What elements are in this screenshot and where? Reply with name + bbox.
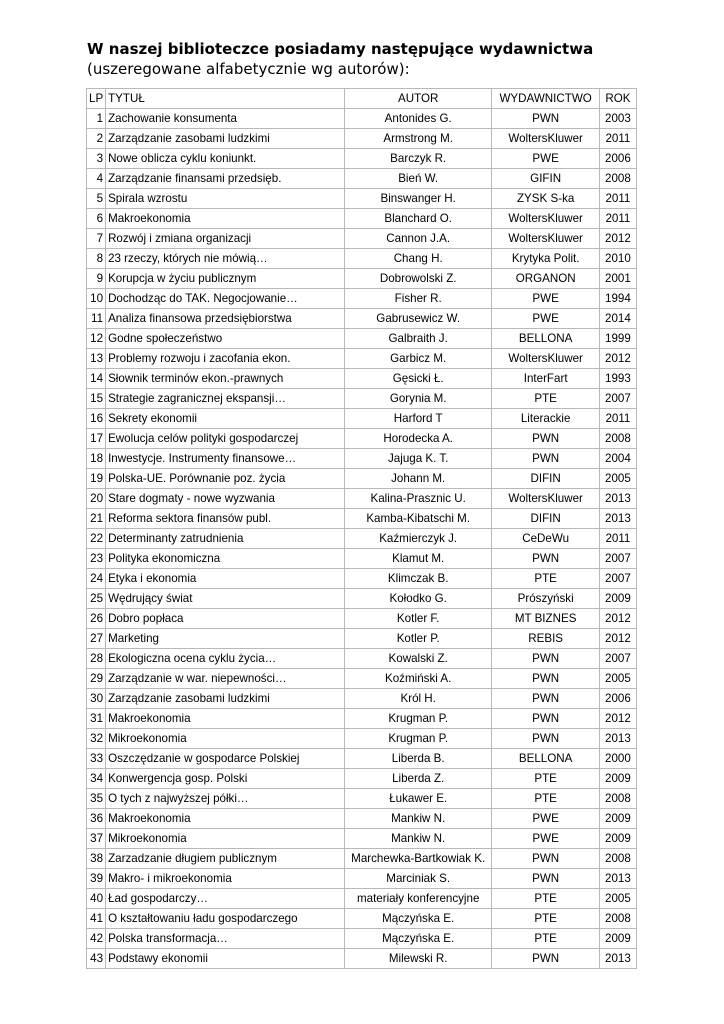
table-row <box>87 349 637 369</box>
cell-title: Godne społeczeństwo <box>106 329 345 349</box>
cell-year: 2012 <box>599 229 636 249</box>
cell-lp: 35 <box>87 789 106 809</box>
cell-year: 2012 <box>599 709 636 729</box>
table-row <box>87 609 637 629</box>
cell-year: 1994 <box>599 289 636 309</box>
cell-lp: 31 <box>87 709 106 729</box>
cell-publisher: PWE <box>492 829 599 849</box>
table-row <box>87 409 637 429</box>
cell-author: Fisher R. <box>344 289 492 309</box>
cell-title: Inwestycje. Instrumenty finansowe… <box>106 449 345 469</box>
cell-publisher: PWE <box>492 149 599 169</box>
cell-author: Armstrong M. <box>344 129 492 149</box>
cell-lp: 18 <box>87 449 106 469</box>
header-author: AUTOR <box>344 89 492 109</box>
table-row <box>87 269 637 289</box>
cell-year: 2008 <box>599 789 636 809</box>
table-row <box>87 849 637 869</box>
table-row <box>87 289 637 309</box>
cell-title: Polska transformacja… <box>106 929 345 949</box>
cell-author: Mączyńska E. <box>344 909 492 929</box>
cell-author: Kamba-Kibatschi M. <box>344 509 492 529</box>
cell-publisher: WoltersKluwer <box>492 129 599 149</box>
table-row <box>87 729 637 749</box>
cell-year: 2004 <box>599 449 636 469</box>
table-row <box>87 489 637 509</box>
cell-publisher: PWE <box>492 809 599 829</box>
cell-year: 2011 <box>599 409 636 429</box>
cell-publisher: PWN <box>492 709 599 729</box>
cell-author: Barczyk R. <box>344 149 492 169</box>
table-row <box>87 369 637 389</box>
cell-title: Ewolucja celów polityki gospodarczej <box>106 429 345 449</box>
cell-year: 2007 <box>599 649 636 669</box>
table-row <box>87 169 637 189</box>
cell-author: Blanchard O. <box>344 209 492 229</box>
cell-publisher: PTE <box>492 889 599 909</box>
cell-author: materiały konferencyjne <box>344 889 492 909</box>
cell-lp: 15 <box>87 389 106 409</box>
cell-publisher: WoltersKluwer <box>492 209 599 229</box>
cell-publisher: ORGANON <box>492 269 599 289</box>
table-row <box>87 569 637 589</box>
cell-publisher: WoltersKluwer <box>492 349 599 369</box>
cell-year: 2009 <box>599 589 636 609</box>
cell-lp: 28 <box>87 649 106 669</box>
cell-author: Klimczak B. <box>344 569 492 589</box>
table-row <box>87 469 637 489</box>
cell-author: Marciniak S. <box>344 869 492 889</box>
table-row <box>87 749 637 769</box>
table-row <box>87 889 637 909</box>
cell-year: 2011 <box>599 529 636 549</box>
table-row <box>87 129 637 149</box>
cell-lp: 19 <box>87 469 106 489</box>
cell-year: 2011 <box>599 129 636 149</box>
cell-publisher: PWN <box>492 109 599 129</box>
table-row <box>87 829 637 849</box>
cell-title: Zarządzanie zasobami ludzkimi <box>106 689 345 709</box>
cell-title: Nowe oblicza cyklu koniunkt. <box>106 149 345 169</box>
cell-author: Mankiw N. <box>344 829 492 849</box>
table-row <box>87 649 637 669</box>
cell-year: 2012 <box>599 629 636 649</box>
books-table <box>86 88 637 969</box>
cell-year: 2009 <box>599 829 636 849</box>
cell-lp: 7 <box>87 229 106 249</box>
cell-year: 2008 <box>599 169 636 189</box>
cell-lp: 36 <box>87 809 106 829</box>
cell-publisher: PTE <box>492 929 599 949</box>
cell-lp: 8 <box>87 249 106 269</box>
cell-title: Dochodząc do TAK. Negocjowanie… <box>106 289 345 309</box>
cell-year: 2003 <box>599 109 636 129</box>
cell-title: Wędrujący świat <box>106 589 345 609</box>
cell-author: Garbicz M. <box>344 349 492 369</box>
cell-author: Kotler P. <box>344 629 492 649</box>
cell-year: 2013 <box>599 869 636 889</box>
cell-author: Horodecka A. <box>344 429 492 449</box>
cell-lp: 29 <box>87 669 106 689</box>
table-row <box>87 249 637 269</box>
cell-publisher: ZYSK S-ka <box>492 189 599 209</box>
cell-publisher: PWE <box>492 289 599 309</box>
cell-year: 2013 <box>599 509 636 529</box>
cell-author: Liberda Z. <box>344 769 492 789</box>
cell-author: Binswanger H. <box>344 189 492 209</box>
cell-publisher: PTE <box>492 769 599 789</box>
cell-publisher: Literackie <box>492 409 599 429</box>
cell-year: 2013 <box>599 949 636 969</box>
cell-publisher: BELLONA <box>492 329 599 349</box>
cell-author: Kaźmierczyk J. <box>344 529 492 549</box>
cell-publisher: DIFIN <box>492 509 599 529</box>
table-row <box>87 689 637 709</box>
table-row <box>87 589 637 609</box>
cell-publisher: BELLONA <box>492 749 599 769</box>
table-row <box>87 549 637 569</box>
cell-author: Kotler F. <box>344 609 492 629</box>
cell-author: Gorynia M. <box>344 389 492 409</box>
cell-lp: 34 <box>87 769 106 789</box>
cell-title: Strategie zagranicznej ekspansji… <box>106 389 345 409</box>
cell-year: 2005 <box>599 469 636 489</box>
cell-publisher: PWN <box>492 729 599 749</box>
table-body <box>87 109 637 969</box>
cell-author: Jajuga K. T. <box>344 449 492 469</box>
cell-lp: 26 <box>87 609 106 629</box>
cell-title: Polska-UE. Porównanie poz. życia <box>106 469 345 489</box>
cell-title: Determinanty zatrudnienia <box>106 529 345 549</box>
cell-lp: 24 <box>87 569 106 589</box>
table-row <box>87 769 637 789</box>
table-row <box>87 329 637 349</box>
cell-lp: 13 <box>87 349 106 369</box>
cell-author: Chang H. <box>344 249 492 269</box>
cell-lp: 5 <box>87 189 106 209</box>
table-row <box>87 529 637 549</box>
cell-publisher: PTE <box>492 389 599 409</box>
cell-publisher: PWN <box>492 869 599 889</box>
cell-title: Spirala wzrostu <box>106 189 345 209</box>
cell-lp: 43 <box>87 949 106 969</box>
cell-title: Konwergencja gosp. Polski <box>106 769 345 789</box>
table-row <box>87 149 637 169</box>
table-row <box>87 809 637 829</box>
page-subtitle: (uszeregowane alfabetycznie wg autorów): <box>87 60 410 78</box>
cell-lp: 6 <box>87 209 106 229</box>
cell-title: O tych z najwyższej półki… <box>106 789 345 809</box>
cell-title: Reforma sektora finansów publ. <box>106 509 345 529</box>
cell-author: Krugman P. <box>344 709 492 729</box>
cell-title: Problemy rozwoju i zacofania ekon. <box>106 349 345 369</box>
cell-title: Zarządzanie finansami przedsięb. <box>106 169 345 189</box>
cell-publisher: PTE <box>492 909 599 929</box>
cell-title: Mikroekonomia <box>106 729 345 749</box>
cell-lp: 33 <box>87 749 106 769</box>
cell-publisher: CeDeWu <box>492 529 599 549</box>
cell-publisher: REBIS <box>492 629 599 649</box>
cell-year: 2012 <box>599 349 636 369</box>
table-row <box>87 429 637 449</box>
cell-publisher: InterFart <box>492 369 599 389</box>
cell-year: 2007 <box>599 569 636 589</box>
cell-lp: 2 <box>87 129 106 149</box>
cell-author: Król H. <box>344 689 492 709</box>
cell-year: 2007 <box>599 549 636 569</box>
cell-publisher: Prószyński <box>492 589 599 609</box>
cell-lp: 42 <box>87 929 106 949</box>
cell-lp: 32 <box>87 729 106 749</box>
cell-lp: 23 <box>87 549 106 569</box>
cell-publisher: PTE <box>492 789 599 809</box>
cell-title: Podstawy ekonomii <box>106 949 345 969</box>
cell-author: Koźmiński A. <box>344 669 492 689</box>
cell-lp: 4 <box>87 169 106 189</box>
cell-lp: 41 <box>87 909 106 929</box>
cell-title: Polityka ekonomiczna <box>106 549 345 569</box>
cell-lp: 40 <box>87 889 106 909</box>
cell-title: Makroekonomia <box>106 209 345 229</box>
cell-publisher: PWN <box>492 949 599 969</box>
cell-publisher: PWN <box>492 649 599 669</box>
cell-publisher: PTE <box>492 569 599 589</box>
cell-title: 23 rzeczy, których nie mówią… <box>106 249 345 269</box>
cell-year: 2010 <box>599 249 636 269</box>
table-row <box>87 669 637 689</box>
table-row <box>87 789 637 809</box>
cell-year: 2013 <box>599 489 636 509</box>
cell-publisher: MT BIZNES <box>492 609 599 629</box>
cell-author: Gęsicki Ł. <box>344 369 492 389</box>
cell-publisher: WoltersKluwer <box>492 229 599 249</box>
cell-publisher: GIFIN <box>492 169 599 189</box>
cell-author: Liberda B. <box>344 749 492 769</box>
cell-author: Marchewka-Bartkowiak K. <box>344 849 492 869</box>
cell-title: Zachowanie konsumenta <box>106 109 345 129</box>
cell-lp: 16 <box>87 409 106 429</box>
cell-year: 2009 <box>599 769 636 789</box>
cell-lp: 37 <box>87 829 106 849</box>
header-publisher: WYDAWNICTWO <box>492 89 599 109</box>
table-header-row <box>87 89 637 109</box>
cell-author: Bień W. <box>344 169 492 189</box>
table-row <box>87 869 637 889</box>
cell-title: Zarządzanie zasobami ludzkimi <box>106 129 345 149</box>
cell-year: 2000 <box>599 749 636 769</box>
cell-author: Mączyńska E. <box>344 929 492 949</box>
cell-author: Łukawer E. <box>344 789 492 809</box>
table-row <box>87 929 637 949</box>
cell-publisher: WoltersKluwer <box>492 489 599 509</box>
cell-lp: 38 <box>87 849 106 869</box>
cell-lp: 17 <box>87 429 106 449</box>
cell-title: Korupcja w życiu publicznym <box>106 269 345 289</box>
cell-author: Kalina-Prasznic U. <box>344 489 492 509</box>
cell-year: 2001 <box>599 269 636 289</box>
cell-title: Makroekonomia <box>106 809 345 829</box>
cell-lp: 39 <box>87 869 106 889</box>
cell-author: Cannon J.A. <box>344 229 492 249</box>
cell-author: Johann M. <box>344 469 492 489</box>
cell-year: 2008 <box>599 849 636 869</box>
cell-publisher: PWE <box>492 309 599 329</box>
table-row <box>87 209 637 229</box>
cell-title: Sekrety ekonomii <box>106 409 345 429</box>
cell-lp: 30 <box>87 689 106 709</box>
cell-year: 2006 <box>599 149 636 169</box>
cell-publisher: PWN <box>492 669 599 689</box>
cell-lp: 1 <box>87 109 106 129</box>
cell-year: 2009 <box>599 929 636 949</box>
cell-author: Harford T <box>344 409 492 429</box>
cell-author: Krugman P. <box>344 729 492 749</box>
cell-publisher: PWN <box>492 849 599 869</box>
cell-lp: 10 <box>87 289 106 309</box>
cell-lp: 11 <box>87 309 106 329</box>
cell-lp: 20 <box>87 489 106 509</box>
cell-title: Etyka i ekonomia <box>106 569 345 589</box>
cell-year: 2011 <box>599 209 636 229</box>
table-row <box>87 389 637 409</box>
cell-publisher: DIFIN <box>492 469 599 489</box>
table-row <box>87 949 637 969</box>
cell-year: 2012 <box>599 609 636 629</box>
table-row <box>87 909 637 929</box>
cell-year: 1999 <box>599 329 636 349</box>
cell-title: Mikroekonomia <box>106 829 345 849</box>
table-row <box>87 709 637 729</box>
cell-title: Stare dogmaty - nowe wyzwania <box>106 489 345 509</box>
page-title: W naszej biblioteczce posiadamy następujące wydawnictwa <box>87 40 594 58</box>
cell-title: Marketing <box>106 629 345 649</box>
cell-year: 2014 <box>599 309 636 329</box>
cell-author: Kowalski Z. <box>344 649 492 669</box>
cell-title: Rozwój i zmiana organizacji <box>106 229 345 249</box>
cell-publisher: PWN <box>492 429 599 449</box>
cell-lp: 25 <box>87 589 106 609</box>
table-row <box>87 229 637 249</box>
cell-lp: 22 <box>87 529 106 549</box>
cell-year: 2011 <box>599 189 636 209</box>
cell-author: Milewski R. <box>344 949 492 969</box>
table-row <box>87 189 637 209</box>
cell-year: 2013 <box>599 729 636 749</box>
cell-year: 2006 <box>599 689 636 709</box>
table-row <box>87 109 637 129</box>
cell-publisher: PWN <box>492 689 599 709</box>
cell-publisher: PWN <box>492 549 599 569</box>
table-row <box>87 449 637 469</box>
header-lp: LP <box>87 89 106 109</box>
cell-author: Dobrowolski Z. <box>344 269 492 289</box>
cell-title: Ekologiczna ocena cyklu życia… <box>106 649 345 669</box>
cell-lp: 3 <box>87 149 106 169</box>
cell-author: Gabrusewicz W. <box>344 309 492 329</box>
cell-title: Makroekonomia <box>106 709 345 729</box>
cell-title: Dobro popłaca <box>106 609 345 629</box>
cell-author: Antonides G. <box>344 109 492 129</box>
cell-title: Analiza finansowa przedsiębiorstwa <box>106 309 345 329</box>
cell-year: 2007 <box>599 389 636 409</box>
cell-year: 2005 <box>599 889 636 909</box>
cell-title: Zarzadzanie długiem publicznym <box>106 849 345 869</box>
table-row <box>87 309 637 329</box>
cell-lp: 14 <box>87 369 106 389</box>
cell-title: Oszczędzanie w gospodarce Polskiej <box>106 749 345 769</box>
cell-publisher: Krytyka Polit. <box>492 249 599 269</box>
table-row <box>87 629 637 649</box>
cell-publisher: PWN <box>492 449 599 469</box>
cell-title: O kształtowaniu ładu gospodarczego <box>106 909 345 929</box>
header-title: TYTUŁ <box>106 89 345 109</box>
table-row <box>87 509 637 529</box>
cell-year: 2009 <box>599 809 636 829</box>
header-year: ROK <box>599 89 636 109</box>
cell-lp: 12 <box>87 329 106 349</box>
cell-title: Makro- i mikroekonomia <box>106 869 345 889</box>
cell-lp: 21 <box>87 509 106 529</box>
cell-year: 2005 <box>599 669 636 689</box>
cell-lp: 9 <box>87 269 106 289</box>
cell-title: Słownik terminów ekon.-prawnych <box>106 369 345 389</box>
cell-year: 2008 <box>599 429 636 449</box>
cell-year: 2008 <box>599 909 636 929</box>
cell-year: 1993 <box>599 369 636 389</box>
cell-author: Klamut M. <box>344 549 492 569</box>
cell-author: Galbraith J. <box>344 329 492 349</box>
cell-author: Mankiw N. <box>344 809 492 829</box>
cell-author: Kołodko G. <box>344 589 492 609</box>
cell-title: Zarządzanie w war. niepewności… <box>106 669 345 689</box>
cell-lp: 27 <box>87 629 106 649</box>
cell-title: Ład gospodarczy… <box>106 889 345 909</box>
